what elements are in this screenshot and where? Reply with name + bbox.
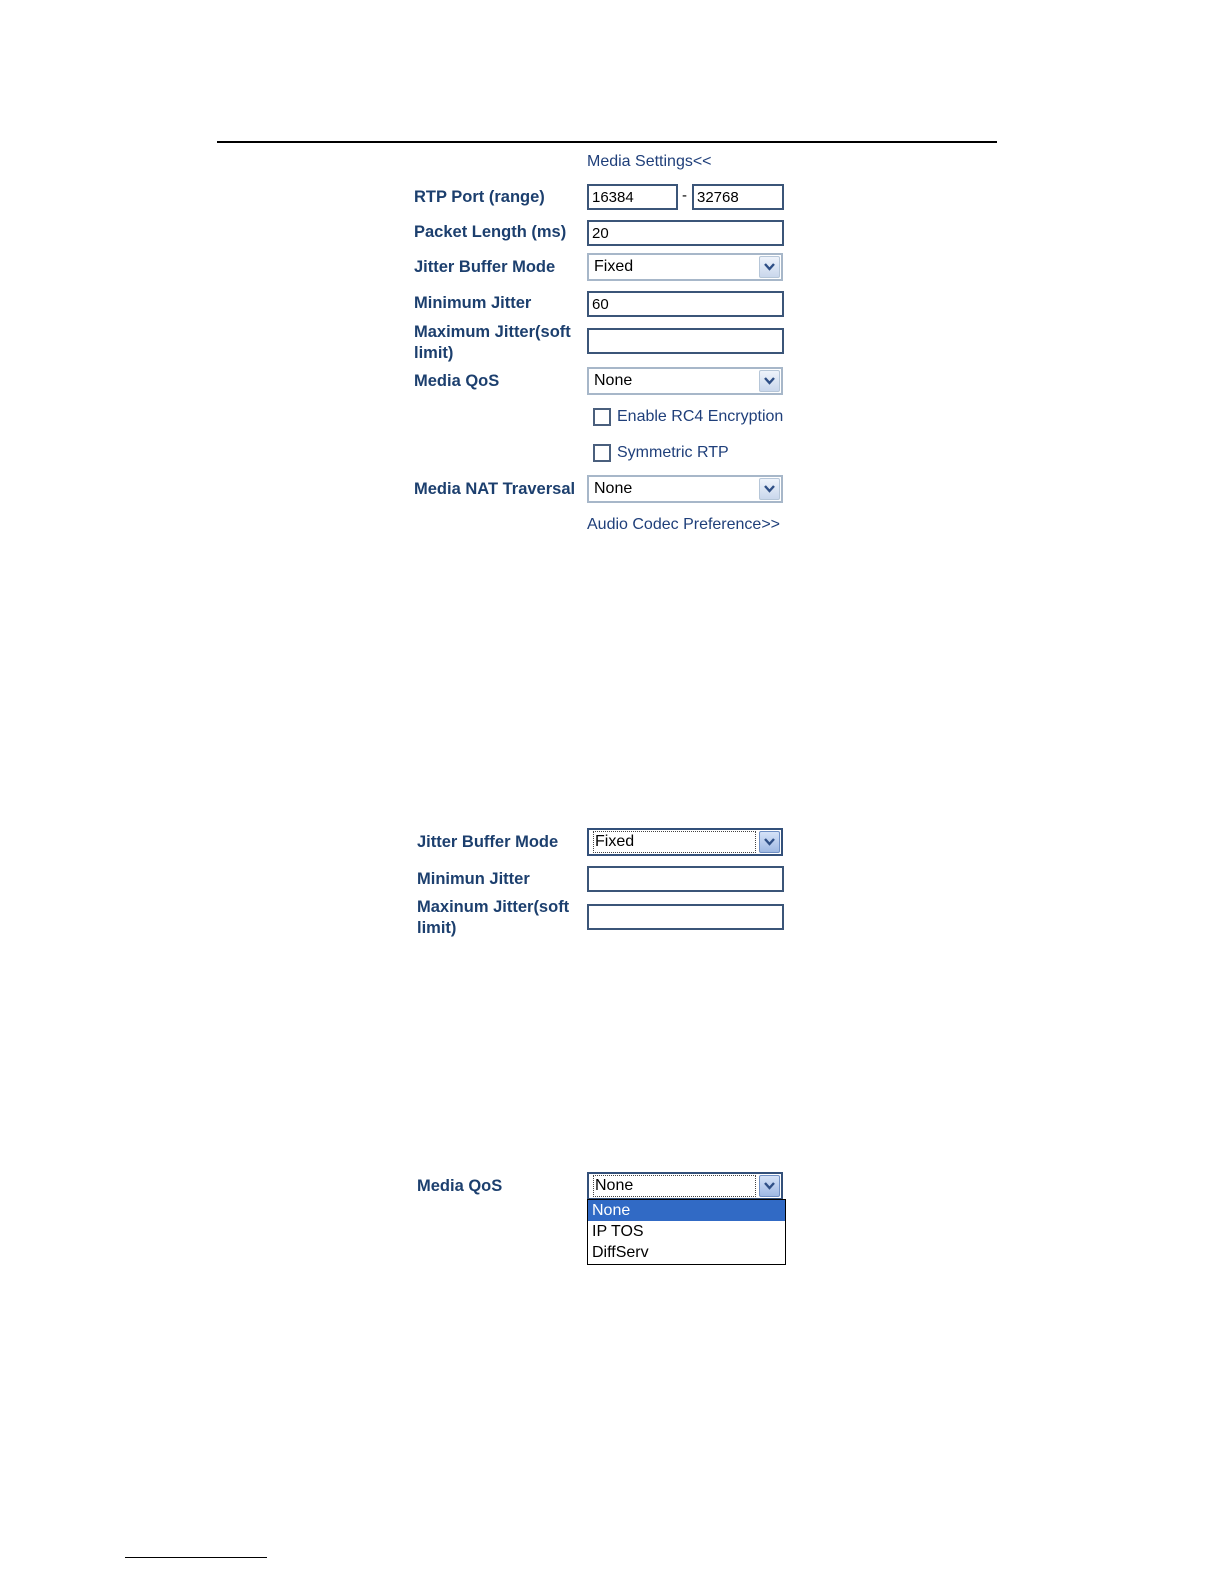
- dropdown-option-diffserv[interactable]: DiffServ: [592, 1244, 649, 1261]
- symmetric-rtp-checkbox[interactable]: [593, 444, 611, 462]
- rtp-port-label: RTP Port (range): [414, 188, 545, 206]
- media-qos-label: Media QoS: [414, 372, 500, 390]
- media-qos-select-3[interactable]: [587, 1172, 783, 1200]
- symmetric-rtp-option[interactable]: [593, 444, 729, 462]
- media-qos-label-3: Media QoS: [417, 1177, 503, 1195]
- jitter-buffer-mode-select[interactable]: [587, 253, 783, 281]
- packet-length-input[interactable]: [587, 220, 784, 246]
- jitter-buffer-mode-value-2: Fixed: [594, 832, 755, 852]
- jitter-buffer-mode-select-2[interactable]: [587, 828, 783, 856]
- rtp-port-start-input[interactable]: [587, 184, 678, 210]
- rc4-encryption-label: Enable RC4 Encryption: [617, 408, 784, 425]
- dropdown-option-none[interactable]: None: [588, 1200, 785, 1221]
- minimum-jitter-input-2[interactable]: [587, 866, 784, 892]
- media-nat-traversal-select[interactable]: [587, 475, 783, 503]
- jitter-buffer-mode-label: Jitter Buffer Mode: [414, 258, 556, 276]
- audio-codec-preference-link[interactable]: Audio Codec Preference>>: [587, 516, 781, 533]
- maximum-jitter-input-2[interactable]: [587, 904, 784, 930]
- chevron-down-icon[interactable]: [759, 1175, 780, 1197]
- rtp-port-end-input[interactable]: [692, 184, 784, 210]
- minimum-jitter-label: Minimum Jitter: [414, 294, 532, 312]
- symmetric-rtp-label: Symmetric RTP: [617, 444, 729, 461]
- jitter-buffer-mode-label-2: Jitter Buffer Mode: [417, 833, 559, 851]
- chevron-down-icon[interactable]: [759, 831, 780, 853]
- media-qos-value-3: None: [594, 1176, 755, 1196]
- rtp-port-separator: -: [682, 187, 687, 204]
- media-nat-traversal-label: Media NAT Traversal: [414, 480, 576, 498]
- rc4-encryption-checkbox[interactable]: [593, 408, 611, 426]
- maximum-jitter-input[interactable]: [587, 328, 784, 354]
- media-settings-link[interactable]: Media Settings<<: [587, 153, 712, 170]
- minimum-jitter-label-2: Minimun Jitter: [417, 870, 530, 888]
- media-qos-value: None: [594, 372, 633, 389]
- chevron-down-icon[interactable]: [759, 478, 780, 500]
- maximum-jitter-label-2: Maxinum Jitter(soft limit): [417, 898, 570, 937]
- minimum-jitter-input[interactable]: [587, 291, 784, 317]
- chevron-down-icon[interactable]: [759, 256, 780, 278]
- maximum-jitter-label: Maximum Jitter(soft limit): [414, 323, 571, 362]
- media-qos-select[interactable]: [587, 367, 783, 395]
- dropdown-option-ip-tos[interactable]: IP TOS: [592, 1223, 644, 1240]
- rc4-encryption-option[interactable]: [593, 408, 783, 426]
- media-qos-dropdown-list: [587, 1199, 786, 1265]
- packet-length-label: Packet Length (ms): [414, 223, 567, 241]
- media-nat-traversal-value: None: [594, 480, 633, 497]
- footnote-divider: [125, 1557, 267, 1558]
- top-divider: [217, 141, 997, 143]
- jitter-buffer-mode-value: Fixed: [594, 258, 634, 275]
- chevron-down-icon[interactable]: [759, 370, 780, 392]
